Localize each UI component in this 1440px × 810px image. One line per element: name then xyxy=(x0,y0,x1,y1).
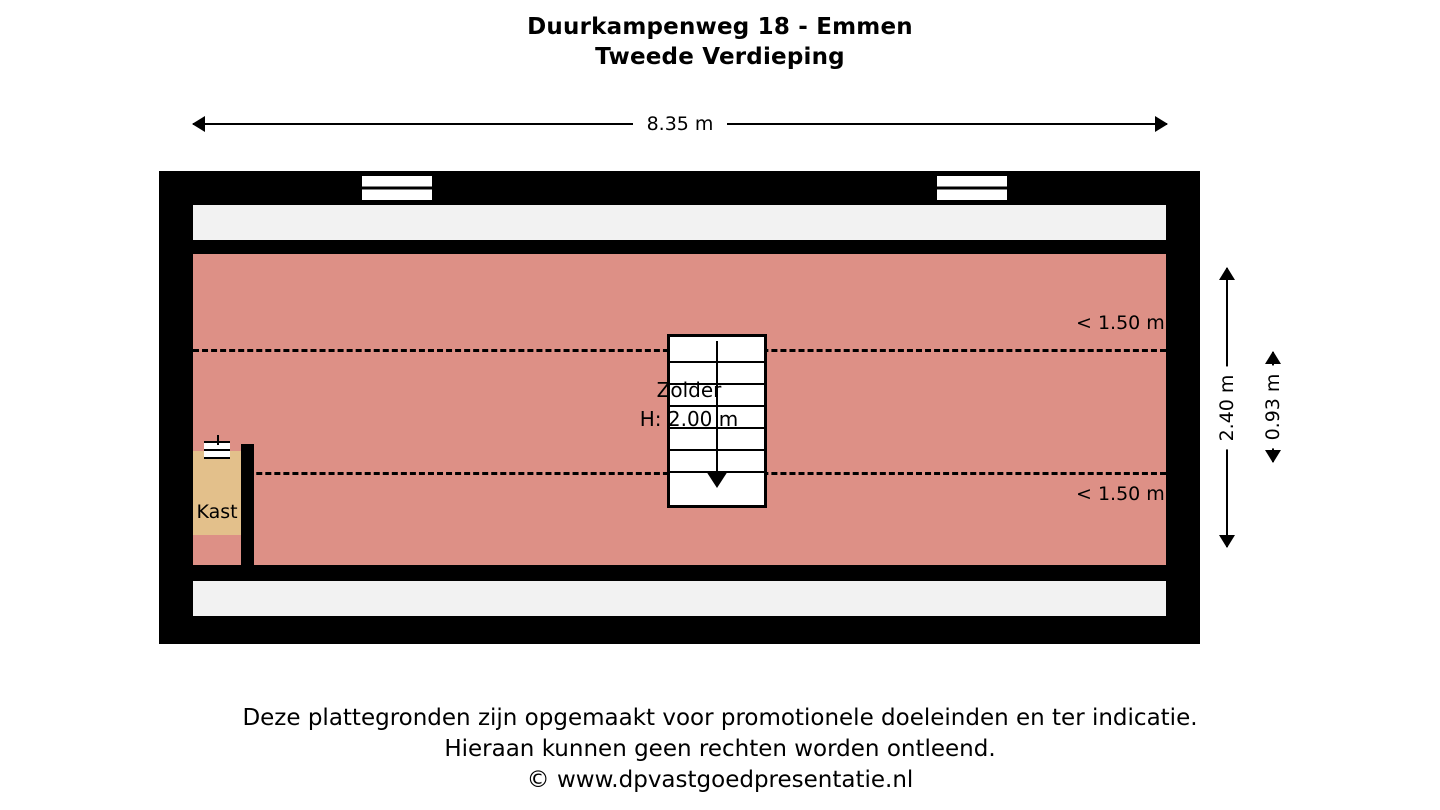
slope-label-bottom: < 1.50 m xyxy=(1076,483,1165,505)
dimension-height-inner-label: 0.93 m xyxy=(1262,366,1284,449)
void-area-bottom xyxy=(193,581,1166,616)
dimension-height-outer-label: 2.40 m xyxy=(1216,366,1238,449)
slope-label-top: < 1.50 m xyxy=(1076,312,1165,334)
room-label-kast: Kast xyxy=(196,501,238,523)
dimension-height-outer xyxy=(1212,268,1242,547)
dimension-height-inner xyxy=(1258,352,1288,462)
footer-line-2: Hieraan kunnen geen rechten worden ontleend. xyxy=(444,736,996,762)
window-icon-right xyxy=(934,173,1010,203)
dimension-width-top xyxy=(193,112,1167,136)
title-address: Duurkampenweg 18 - Emmen xyxy=(527,14,913,40)
arrow-down-icon xyxy=(1219,535,1235,548)
room-name: Zolder xyxy=(656,378,722,402)
page-title xyxy=(0,12,1440,72)
floorplan-drawing xyxy=(159,171,1200,644)
footer-copyright: © www.dpvastgoedpresentatie.nl xyxy=(526,767,914,793)
window-icon-left xyxy=(359,173,435,203)
door-icon-kast xyxy=(204,441,230,459)
room-height: H: 2.00 m xyxy=(639,407,739,431)
arrow-up-icon xyxy=(1219,267,1235,280)
footer-line-1: Deze plattegronden zijn opgemaakt voor promotionele doeleinden en ter indicatie. xyxy=(242,705,1198,731)
arrow-down-icon xyxy=(1265,450,1281,463)
void-area-top xyxy=(193,205,1166,240)
arrow-up-icon xyxy=(1265,351,1281,364)
footer-disclaimer xyxy=(0,703,1440,796)
room-label-zolder xyxy=(559,376,819,434)
title-floor: Tweede Verdieping xyxy=(595,44,845,70)
stairs-direction-arrow-icon xyxy=(706,471,728,488)
dimension-width-label: 8.35 m xyxy=(633,112,728,136)
